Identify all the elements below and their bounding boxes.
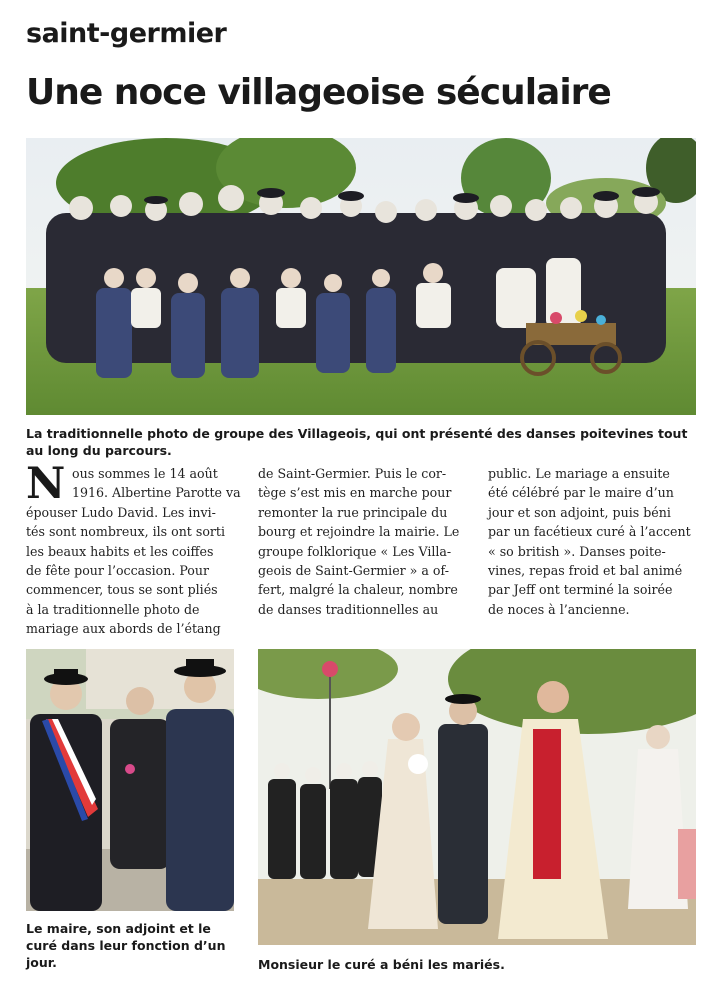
article-line: « so british ». Danses poite- — [488, 543, 666, 559]
article-line: par un facétieux curé à l’accent — [488, 524, 691, 540]
article-line: tège s’est mis en marche pour — [258, 485, 452, 501]
article-line: de fête pour l’occasion. Pour — [26, 563, 210, 579]
article-line: par Jeff ont terminé la soirée — [488, 582, 673, 598]
article-line: 1916. Albertine Parotte va — [72, 485, 241, 501]
mayor-photo — [26, 649, 234, 911]
article-line: de danses traditionnelles au — [258, 601, 439, 617]
mayor-photo-caption: Le maire, son adjoint et le curé dans leur fonction d’un jour. — [26, 921, 226, 970]
section-title: saint-germier — [26, 18, 227, 49]
article-line: geois de Saint-Germier » a of- — [258, 563, 449, 579]
blessing-photo-caption: Monsieur le curé a béni les mariés. — [258, 957, 505, 972]
article-line: de noces à l’ancienne. — [488, 601, 630, 617]
article-line: été célébré par le maire d’un — [488, 485, 674, 501]
article-line: de Saint-Germier. Puis le cor- — [258, 466, 447, 481]
article-line: épouser Ludo David. Les invi- — [26, 504, 216, 520]
article-line: remonter la rue principale du — [258, 504, 448, 520]
article-line: tés sont nombreux, ils ont sorti — [26, 524, 226, 540]
article-column-3 — [488, 464, 696, 619]
article-line: les beaux habits et les coiffes — [26, 543, 214, 559]
article-line: jour et son adjoint, puis béni — [488, 504, 671, 520]
group-photo-caption: La traditionnelle photo de groupe des Villageois, qui ont présenté des danses poitevines tout au long du parcours. — [26, 426, 688, 458]
article-headline: Une noce villageoise séculaire — [26, 72, 611, 113]
article-line: commencer, tous se sont pliés — [26, 582, 218, 598]
article-line: ous sommes le 14 août — [72, 466, 218, 481]
article-line: vines, repas froid et bal animé — [488, 563, 683, 579]
article-column-1 — [26, 459, 241, 639]
drop-cap: N — [26, 459, 66, 509]
article-column-2 — [258, 464, 468, 619]
article-line: fert, malgré la chaleur, nombre — [258, 582, 458, 598]
article-line: bourg et rejoindre la mairie. Le — [258, 524, 460, 540]
blessing-photo — [258, 649, 696, 945]
article-line: à la traditionnelle photo de — [26, 601, 200, 617]
article-line: public. Le mariage a ensuite — [488, 466, 670, 481]
article-line: groupe folklorique « Les Villa- — [258, 543, 452, 559]
article-line: mariage aux abords de l’étang — [26, 621, 221, 637]
group-photo — [26, 138, 696, 415]
